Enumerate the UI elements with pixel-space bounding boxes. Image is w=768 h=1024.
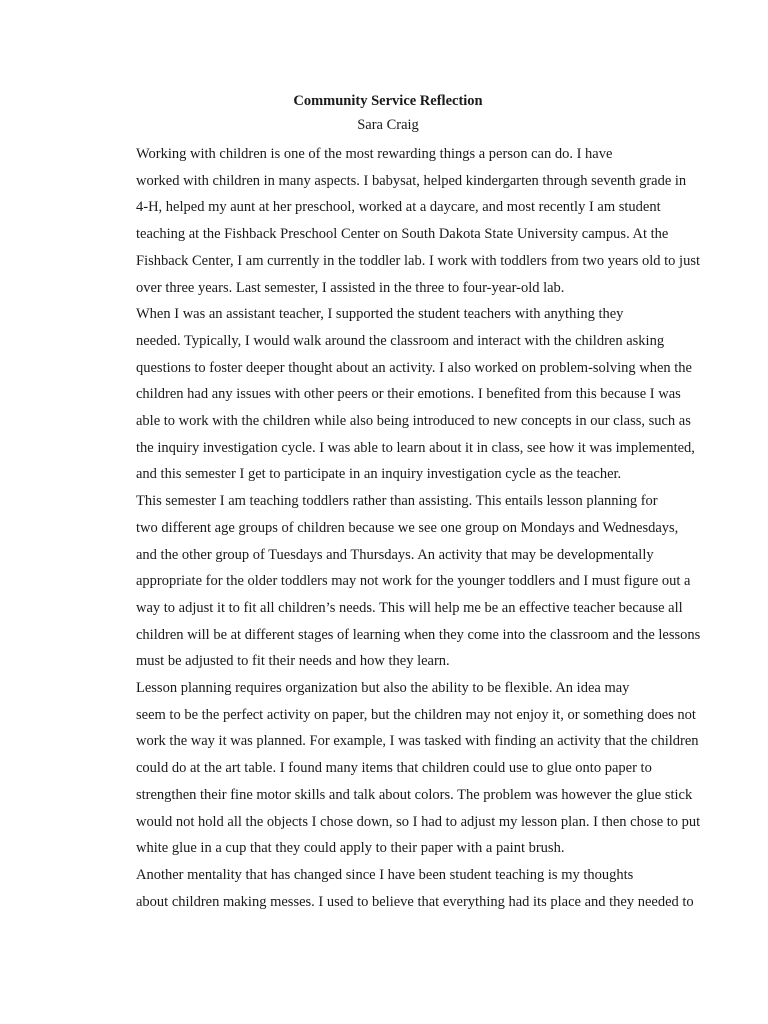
text-line: work the way it was planned. For example, I was tasked with finding an activity that the children: [136, 733, 699, 750]
text-line: This semester I am teaching toddlers rather than assisting. This entails lesson planning for: [136, 493, 658, 510]
text-line: able to work with the children while also being introduced to new concepts in our class, such as: [136, 413, 691, 430]
text-line: way to adjust it to fit all children’s needs. This will help me be an effective teacher because all: [136, 599, 683, 616]
text-line: about children making messes. I used to believe that everything had its place and they needed to: [136, 893, 694, 910]
paragraph: [88, 301, 695, 488]
text-line: 4-H, helped my aunt at her preschool, worked at a daycare, and most recently I am student: [136, 199, 661, 216]
text-line: appropriate for the older toddlers may not work for the younger toddlers and I must figure out a: [136, 573, 691, 590]
text-line: must be adjusted to fit their needs and how they learn.: [136, 653, 450, 670]
text-line: questions to foster deeper thought about an activity. I also worked on problem-solving when the: [136, 359, 692, 376]
text-line: could do at the art table. I found many items that children could use to glue onto paper to: [136, 760, 652, 777]
text-line: children had any issues with other peers or their emotions. I benefited from this because I was: [136, 386, 681, 403]
text-line: and this semester I get to participate in an inquiry investigation cycle as the teacher.: [136, 466, 622, 483]
paragraph: [88, 862, 694, 915]
text-line: teaching at the Fishback Preschool Center on South Dakota State University campus. At the: [136, 226, 669, 243]
document-title: Community Service Reflection: [293, 93, 483, 109]
text-line: and the other group of Tuesdays and Thursdays. An activity that may be developmentally: [136, 546, 654, 563]
text-line: strengthen their fine motor skills and talk about colors. The problem was however the glue stick: [136, 786, 693, 803]
text-line: children will be at different stages of learning when they come into the classroom and the lessons: [136, 626, 701, 643]
document-body: [88, 141, 701, 915]
text-line: two different age groups of children because we see one group on Mondays and Wednesdays,: [136, 519, 679, 536]
text-line: needed. Typically, I would walk around the classroom and interact with the children asking: [136, 332, 665, 349]
text-line: would not hold all the objects I chose down, so I had to adjust my lesson plan. I then chose to put: [136, 813, 701, 830]
text-line: over three years. Last semester, I assisted in the three to four-year-old lab.: [136, 279, 565, 296]
document-author: Sara Craig: [357, 117, 419, 133]
paragraph: [88, 141, 700, 301]
text-line: worked with children in many aspects. I babysat, helped kindergarten through seventh grade in: [136, 172, 687, 189]
paragraph: [88, 488, 701, 675]
text-line: Working with children is one of the most rewarding things a person can do. I have: [136, 146, 613, 162]
text-line: seem to be the perfect activity on paper, but the children may not enjoy it, or something does not: [136, 706, 696, 723]
text-line: Fishback Center, I am currently in the toddler lab. I work with toddlers from two years old to just: [136, 252, 700, 269]
text-line: Another mentality that has changed since I have been student teaching is my thoughts: [136, 866, 634, 883]
paragraph: [88, 675, 701, 862]
text-line: the inquiry investigation cycle. I was able to learn about it in class, see how it was implemented,: [136, 439, 695, 456]
text-line: When I was an assistant teacher, I supported the student teachers with anything they: [136, 306, 624, 323]
text-line: white glue in a cup that they could apply to their paper with a paint brush.: [136, 840, 565, 857]
text-line: Lesson planning requires organization but also the ability to be flexible. An idea may: [136, 680, 630, 697]
